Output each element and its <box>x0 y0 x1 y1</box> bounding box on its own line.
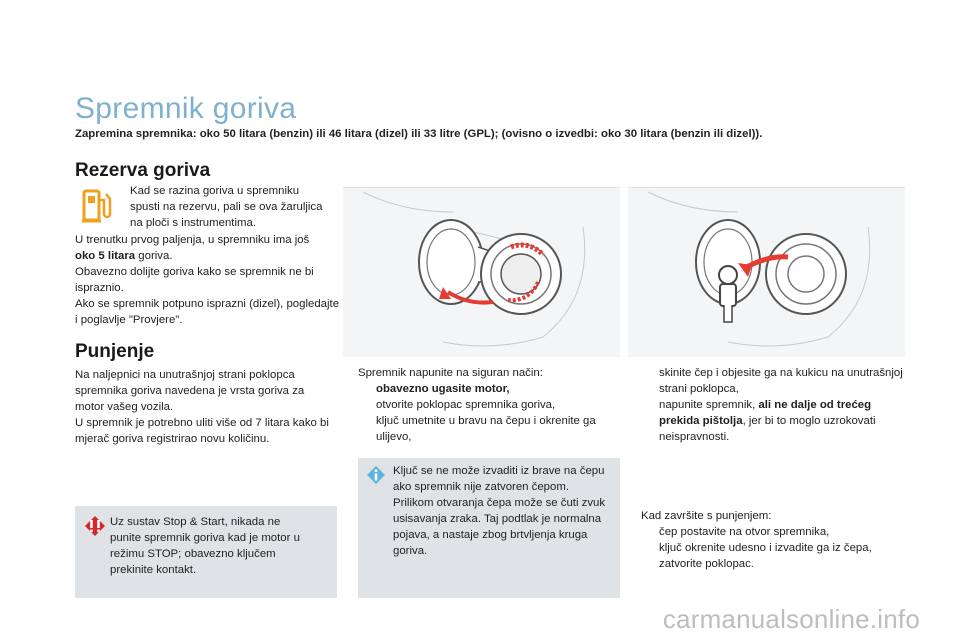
fuel-pump-icon <box>80 188 114 224</box>
step-insert-key: ključ umetnite u bravu na čepu i okrenite ga ulijevo, <box>376 415 596 443</box>
reserve-intro: Kad se razina goriva u spremniku spusti na rezervu, pali se ova žaruljica na ploči s instrumentima. <box>130 185 323 229</box>
step-hang-cap: skinite čep i objesite ga na kukicu na unutrašnjoj strani poklopca, <box>659 367 903 395</box>
reserve-text <box>75 232 340 328</box>
filling-text <box>75 367 335 447</box>
warning-icon <box>84 515 106 537</box>
reserve-p3: Ako se spremnik potpuno isprazni (dizel), pogledajte i poglavlje "Provjere". <box>75 298 340 326</box>
safe-filling-steps <box>358 365 620 445</box>
step-remove-key: ključ okrenite udesno i izvadite ga iz čepa, <box>659 542 872 554</box>
step-fill-b: ali ne dalje od trećeg prekida pištolja <box>659 399 872 427</box>
step-engine-off: obavezno ugasite motor, <box>376 383 510 395</box>
reserve-p1a: U trenutku prvog paljenja, u spremniku ima još <box>75 234 310 246</box>
bullet-arrow-icon <box>358 381 376 397</box>
step-fill-a: napunite spremnik, <box>659 399 759 411</box>
step-fill-c: , jer bi to moglo uzrokovati neispravnosti. <box>659 415 876 443</box>
reserve-p2: Obavezno dolijte goriva kako se spremnik ne bi ispraznio. <box>75 266 314 294</box>
fuel-cap-illustration-1 <box>343 187 620 357</box>
reserve-p1b: oko 5 litara <box>75 250 136 262</box>
info-icon <box>366 465 386 485</box>
step-refit-cap: čep postavite na otvor spremnika, <box>659 526 830 538</box>
after-filling-steps <box>641 508 911 572</box>
refuel-steps <box>641 365 911 445</box>
step-fill-tank <box>659 397 911 445</box>
after-filling-intro: Kad završite s punjenjem: <box>641 510 772 522</box>
bullet-arrow-icon <box>358 413 376 445</box>
watermark: carmanualsonline.info <box>662 604 920 634</box>
tank-capacity-note: Zapremina spremnika: oko 50 litara (benzin) ili 46 litara (dizel) ili 33 litre (GPL); (ovisno o izvedbi: oko 30 litara (benzin ili dizel)). <box>75 128 763 140</box>
bullet-arrow-icon <box>641 365 659 397</box>
bullet-arrow-icon <box>641 556 659 572</box>
bullet-arrow-icon <box>641 540 659 556</box>
filling-p2: U spremnik je potrebno uliti više od 7 litara kako bi mjerač goriva registrirao novu količinu. <box>75 417 329 445</box>
bullet-arrow-icon <box>641 397 659 445</box>
page-title: Spremnik goriva <box>75 92 297 125</box>
reserve-p1c: goriva. <box>135 250 173 262</box>
filling-heading: Punjenje <box>75 341 155 362</box>
reserve-heading: Rezerva goriva <box>75 160 211 181</box>
bullet-arrow-icon <box>641 524 659 540</box>
filling-p1: Na naljepnici na unutrašnjoj strani poklopca spremnika goriva navedena je vrsta goriva za motor vašeg vozila. <box>75 369 305 413</box>
fuel-cap-illustration-2 <box>628 187 905 357</box>
step-close-flap: zatvorite poklopac. <box>659 558 754 570</box>
warning-text: Uz sustav Stop & Start, nikada ne punite spremnik goriva kad je motor u režimu STOP; obavezno ključem prekinite kontakt. <box>110 516 300 576</box>
info-text: Ključ se ne može izvaditi iz brave na čepu ako spremnik nije zatvoren čepom. Prilikom otvaranja čepa može se čuti zvuk usisavanja zraka. Taj podtlak je normalna pojava, a nastaje zbog brtvljenja kruga goriva. <box>393 465 606 557</box>
bullet-arrow-icon <box>358 397 376 413</box>
safe-filling-intro: Spremnik napunite na siguran način: <box>358 367 543 379</box>
step-open-flap: otvorite poklopac spremnika goriva, <box>376 399 556 411</box>
